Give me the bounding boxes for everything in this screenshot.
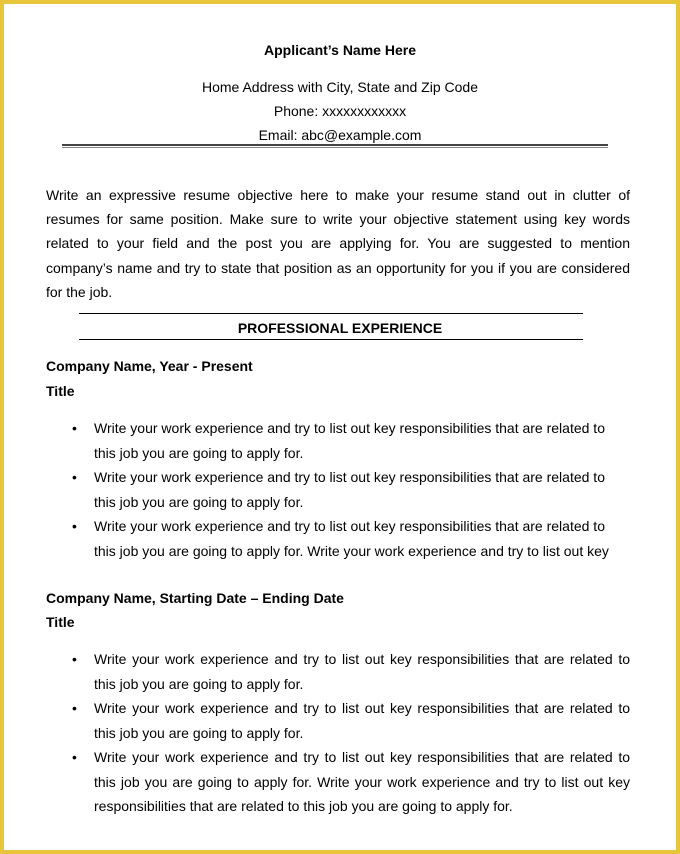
home-address: Home Address with City, State and Zip Code (202, 79, 478, 95)
duty-text: Write your work experience and try to list out key responsibilities that are related to this job you are going to apply for. (94, 420, 605, 461)
duty-text: Write your work experience and try to list out key responsibilities that are related to this job you are going to apply for. (94, 700, 630, 741)
duty-item (46, 647, 630, 696)
duty-text: Write your work experience and try to list out key responsibilities that are related to this job you are going to apply for. (94, 469, 605, 510)
duty-text: Write your work experience and try to list out key responsibilities that are related to this job you are going to apply for. Write your work experience and try to list out key responsibilities that are related to this job you are going to apply for. (94, 749, 630, 814)
section-title: PROFESSIONAL EXPERIENCE (237, 320, 443, 336)
bullet-icon: • (72, 749, 77, 765)
job-company: Company Name, Year - Present (46, 358, 253, 374)
duties-list (46, 416, 630, 563)
duty-item (46, 416, 630, 465)
duty-item (46, 696, 630, 745)
duties-list (46, 647, 630, 819)
bullet-icon: • (72, 518, 77, 534)
bullet-icon: • (72, 420, 77, 436)
header-divider (62, 144, 608, 148)
duty-text: Write your work experience and try to list out key responsibilities that are related to this job you are going to apply for. (94, 651, 630, 692)
phone-line: Phone: xxxxxxxxxxxx (273, 103, 407, 119)
duty-item (46, 465, 630, 514)
job-company: Company Name, Starting Date – Ending Date (46, 590, 344, 606)
section-rule-top (79, 313, 583, 314)
objective-paragraph: Write an expressive resume objective here to make your resume stand out in clutter of resumes for same position. Make sure to write your objective statement using key words related to your field and the post you are applying for. You are suggested to mention company’s name and try to state that position as an opportunity for you if you are considered for the job. (46, 187, 630, 300)
section-rule-bottom (79, 339, 583, 340)
duty-item (46, 514, 630, 563)
applicant-name: Applicant’s Name Here (264, 42, 416, 58)
resume-page (4, 4, 676, 850)
bullet-icon: • (72, 469, 77, 485)
duty-item (46, 745, 630, 819)
job-title: Title (46, 614, 75, 630)
email-line: Email: abc@example.com (258, 127, 422, 143)
bullet-icon: • (72, 651, 77, 667)
bullet-icon: • (72, 700, 77, 716)
duty-text: Write your work experience and try to list out key responsibilities that are related to this job you are going to apply for. Write your work experience and try to list out key (94, 518, 609, 559)
job-title: Title (46, 383, 75, 399)
